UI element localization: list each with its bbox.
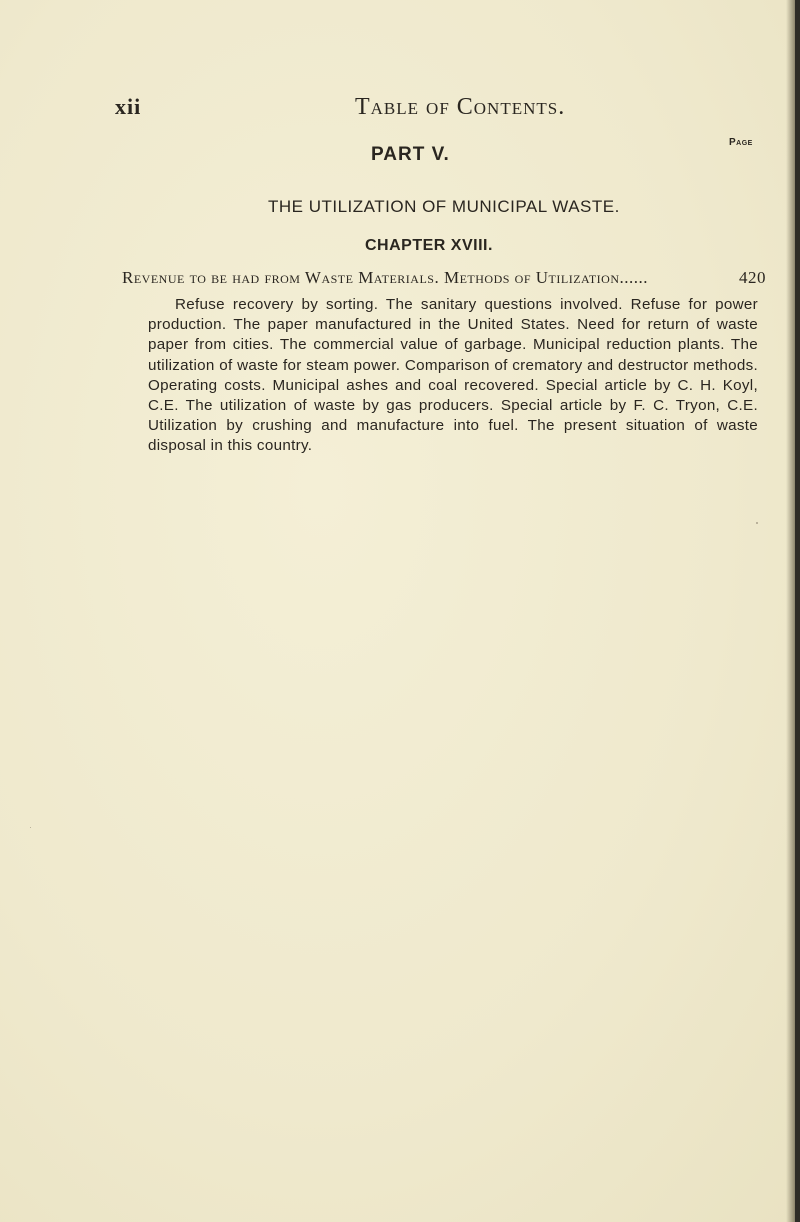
- chapter-entry-heading: [122, 268, 766, 292]
- page-column-label: Page: [729, 137, 753, 148]
- page-number: xii: [115, 94, 142, 119]
- chapter-heading-text: Revenue to be had from Waste Materials. Methods of Utilization......: [122, 268, 649, 287]
- chapter-summary: Refuse recovery by sorting. The sanitary questions involved. Refuse for power production. The paper manufactured in the United States. Need for return of waste paper from cities. The commercial value of garbage. Municipal reduction plants. The utilization of waste for steam power. Comparison of crematory and destructor methods. Operating costs. Municipal ashes and coal recovered. Special article by C. H. Koyl, C.E. The utilization of waste by gas producers. Special article by F. C. Tryon, C.E. Utilization by crushing and manufacture into fuel. The present situation of waste disposal in this country.: [148, 296, 758, 455]
- chapter-page-reference: 420: [739, 268, 766, 287]
- part-title: PART V.: [371, 144, 450, 165]
- page-binding-edge: [795, 0, 800, 1222]
- running-head-title: Table of Contents.: [355, 94, 566, 120]
- paper-speck: [756, 522, 758, 524]
- running-head: [115, 94, 755, 124]
- part-subtitle: THE UTILIZATION OF MUNICIPAL WASTE.: [268, 197, 620, 216]
- paper-speck: [30, 827, 31, 828]
- chapter-title: CHAPTER XVIII.: [365, 237, 493, 254]
